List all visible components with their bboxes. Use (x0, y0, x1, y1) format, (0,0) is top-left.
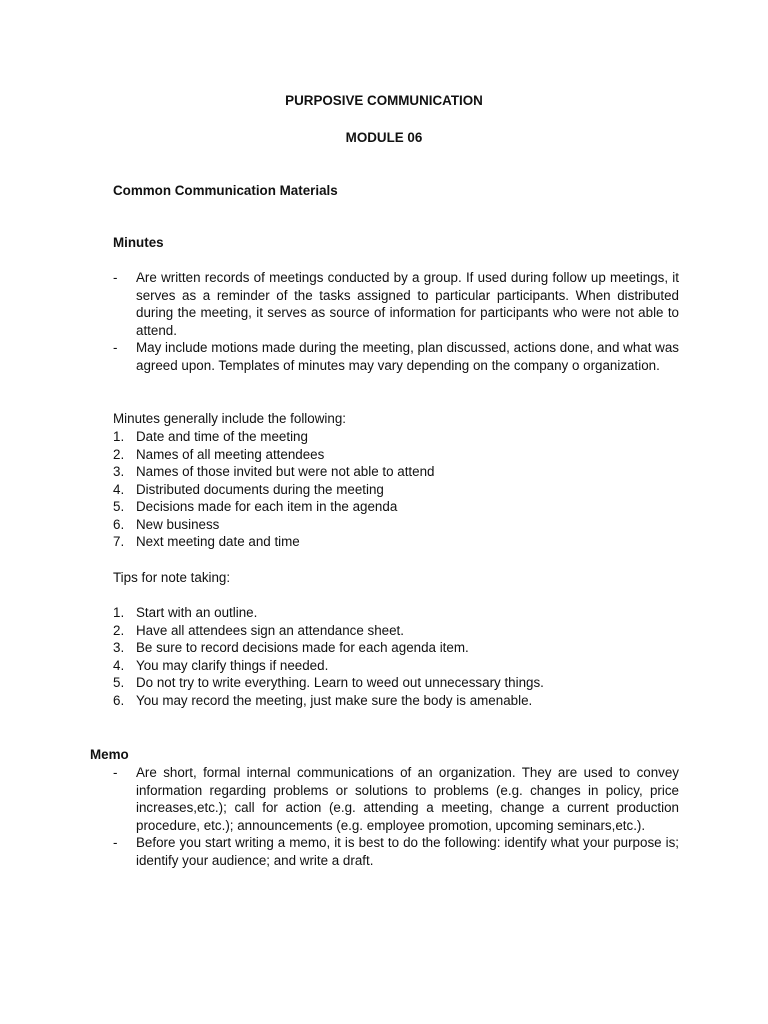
list-number: 6. (113, 516, 125, 532)
list-item (113, 481, 679, 499)
minutes-include-intro: Minutes generally include the following: (113, 411, 346, 426)
list-item-text: Are written records of meetings conducted by a group. If used during follow up meetings, it serves as a reminder of the tasks assigned to particular participants. When distributed during the meeting, it serves as source of information for participants who were not able to attend. (136, 270, 679, 338)
list-item-text: Decisions made for each item in the agenda (136, 499, 398, 514)
memo-heading: Memo (90, 747, 129, 762)
list-item (113, 498, 679, 516)
list-item-text: Next meeting date and time (136, 534, 300, 549)
module-label: MODULE 06 (345, 130, 423, 145)
document-title: PURPOSIVE COMMUNICATION (285, 93, 483, 108)
list-number: 6. (113, 692, 125, 708)
list-item-text: May include motions made during the meeting, plan discussed, actions done, and what was agreed upon. Templates of minutes may vary depending on the company o organization. (136, 340, 679, 373)
list-item (113, 639, 679, 657)
list-number: 5. (113, 675, 125, 690)
list-item (113, 428, 679, 446)
list-item-text: Have all attendees sign an attendance sheet. (136, 622, 405, 638)
list-item (113, 674, 679, 692)
minutes-heading: Minutes (113, 235, 164, 250)
list-item (113, 463, 679, 481)
list-item (113, 604, 679, 622)
list-number: 5. (113, 499, 125, 514)
minutes-include-list (113, 428, 679, 551)
list-item (113, 692, 679, 710)
list-item-text: Before you start writing a memo, it is best to do the following: identify what your purpose is; identify your audience; and write a draft. (136, 835, 679, 868)
list-item-text: You may record the meeting, just make sure the body is amenable. (136, 692, 533, 708)
list-item-text: Be sure to record decisions made for each agenda item. (136, 640, 469, 655)
list-number: 7. (113, 534, 125, 549)
bullet-marker: - (113, 765, 118, 780)
list-item-text: New business (136, 516, 220, 532)
list-number: 3. (113, 640, 125, 655)
list-item (113, 339, 679, 374)
minutes-bullet-list (113, 269, 679, 374)
list-item-text: Names of those invited but were not able to attend (136, 464, 435, 479)
list-item-text: Do not try to write everything. Learn to weed out unnecessary things. (136, 675, 544, 690)
tips-intro: Tips for note taking: (113, 570, 231, 585)
list-number: 2. (113, 446, 125, 462)
list-item-text: Date and time of the meeting (136, 429, 308, 444)
list-item (113, 269, 679, 339)
memo-bullet-list (113, 764, 679, 869)
list-item (113, 622, 679, 640)
list-item (113, 834, 679, 869)
list-item (113, 657, 679, 675)
list-number: 4. (113, 657, 125, 673)
bullet-marker: - (113, 835, 118, 850)
tips-list (113, 604, 679, 709)
list-item-text: Start with an outline. (136, 605, 258, 620)
list-number: 2. (113, 622, 125, 638)
list-item (113, 516, 679, 534)
list-item-text: You may clarify things if needed. (136, 657, 329, 673)
list-number: 3. (113, 464, 125, 479)
list-item (113, 764, 679, 834)
list-item-text: Are short, formal internal communications of an organization. They are used to convey information regarding problems or solutions to problems (e.g. changes in policy, price increases,etc.); call for action (e.g. attending a meeting, change a current production procedure, etc.); announcements (e.g. employee promotion, upcoming seminars,etc.). (136, 765, 679, 833)
list-item-text: Distributed documents during the meeting (136, 481, 384, 497)
list-number: 1. (113, 605, 125, 620)
list-item-text: Names of all meeting attendees (136, 446, 325, 462)
list-item (113, 446, 679, 464)
list-number: 4. (113, 481, 125, 497)
list-number: 1. (113, 429, 125, 444)
bullet-marker: - (113, 340, 118, 355)
list-item (113, 533, 679, 551)
section-title: Common Communication Materials (113, 183, 338, 198)
bullet-marker: - (113, 270, 118, 285)
